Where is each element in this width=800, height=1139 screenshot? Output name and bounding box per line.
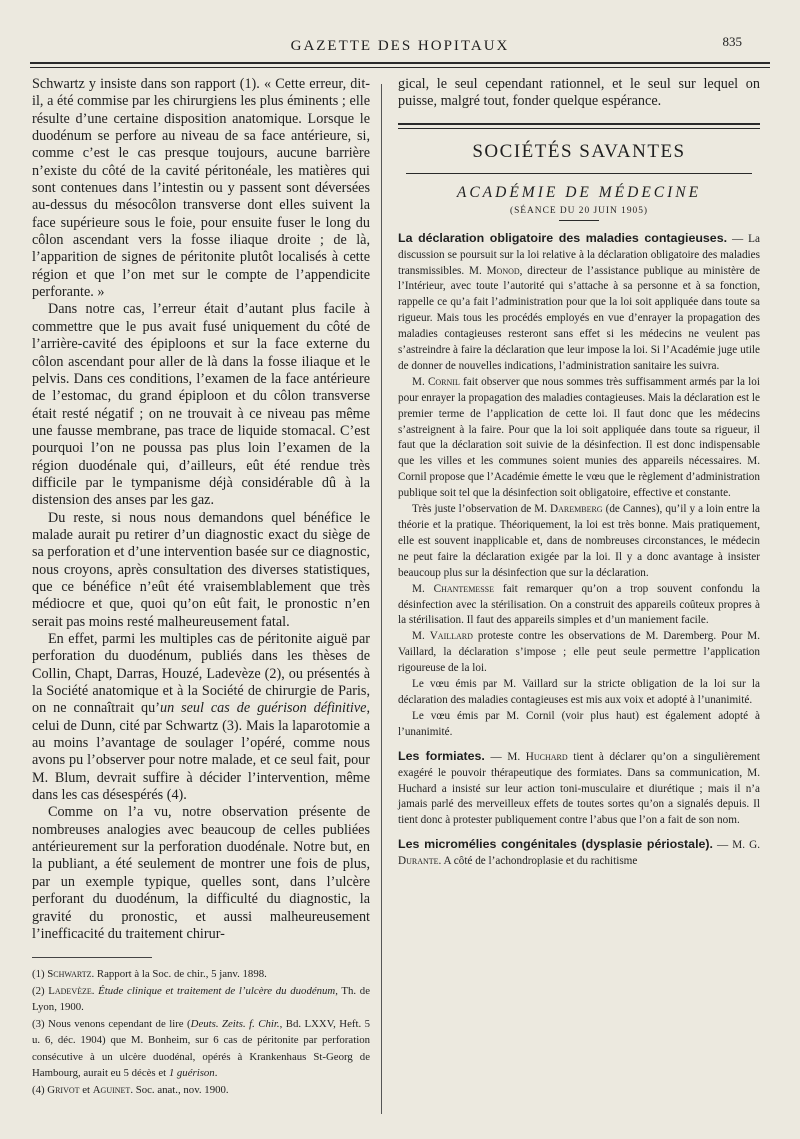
section-rule-thin xyxy=(398,128,760,129)
column-divider xyxy=(381,84,382,1114)
author-name: Monod xyxy=(486,264,520,277)
text-run: (de Cannes), qu’il y a loin entre la théorie et la pratique. Théoriquement, la loi est très bonne. Mais pratiquement, elle est souvent inapplicable et, dans de nombreuses circonstances, le médecin ne peut faire la déclaration exigée par la loi. Il y a donc avantage à insister beaucoup plus sur la désinfection que sur la déclaration. xyxy=(398,503,760,579)
session-date: (SÉANCE DU 20 JUIN 1905) xyxy=(509,205,649,216)
text-run: Dans notre cas, l’erreur était d’autant plus facile à commettre que le pus avait fusé uniquement du côté de l’arrière-cavité des épiploons et sur la face externe du côlon ascendant pour aller de là dans la fosse iliaque et le pelvis. Dans ces conditions, l’examen de la face antérieure de l’estomac, du grand épiploon et du côlon transverse était resté négatif ; on ne trouvait à ce niveau pas même une fausse membrane, pas trace de liquide stomacal. C’est pourquoi l’on ne poussa pas plus loin l’examen de la région duodénale qui, d’ailleurs, eût été rendue très difficile par le tympanisme déjà considérable dû à la distension des anses par les gaz. xyxy=(32,301,370,509)
text-run: gical, le seul cependant rationnel, et le seul sur lequel on puisse, malgré tout, fonder quelque espérance. xyxy=(398,76,760,110)
header-rule-thick xyxy=(30,62,770,64)
author-name: Schwartz xyxy=(47,968,92,981)
footnote-rule xyxy=(32,957,152,958)
text-run: Comme on l’a vu, notre observation présente de nombreuses analogies avec beaucoup de celles publiées antérieurement sur la perforation duodénale. Notre but, en la publiant, a été seulement de montrer une fois de plus, par un exemple typique, quelles sont, dans l’ulcère perforant du duodénum, la difficulté du diagnostic, la gravité du pronostic, et aussi malheureusement l’inefficacité du traitement chirur- xyxy=(32,804,370,942)
author-name: Ladevèze xyxy=(48,984,92,997)
paragraph-conclusion xyxy=(32,804,370,943)
author-name: Durante xyxy=(398,855,439,868)
footnote-1 xyxy=(32,966,370,983)
header-rule-thin xyxy=(30,67,770,68)
paragraph-benefit xyxy=(32,510,370,631)
text-run: fait observer que nous sommes très suffisamment armés par la loi pour enrayer la propagation des maladies contagieuses. Mais la déclaration est le premier terme de l’application de cette loi. Il faut donc que les médecins s’astreignent à la faire. Pour que la loi soit appliquée dans toute sa rigueur, il faut que la déclaration soit suivie de la désinfection. Il est donc indispensable que les villes et les communes soient munies des appareils nécessaires. M. Cornil propose que l’Académie émette le vœu que le règlement d’administration publique soit tel que la désinfection soit obligatoire, effective et constante. xyxy=(398,375,760,500)
academy-title: ACADÉMIE DE MÉDECINE xyxy=(456,183,702,201)
text-run: (4) xyxy=(32,1083,48,1096)
text-run: (3) Nous venons cependant de lire ( xyxy=(32,1017,191,1030)
text-run: tient à déclarer qu’on a singulièrement exagéré le pouvoir thérapeutique des formiates. Dans sa communication, M. Huchard a insisté sur leur action toni-musculaire et diurétique ; mais il n’a jamais parlé des merveilleux effets de toutes sortes qu’on a signalés depuis. Il tient donc à protester publiquement contre l’abus que l’on a fait de son nom. xyxy=(398,750,761,827)
text-run: Le vœu émis par M. Vaillard sur la stricte obligation de la loi sur la déclaration des maladies contagieuses est mis aux voix et adopté à l’unanimité. xyxy=(398,678,760,706)
text-run: , Th. de Lyon, 1900. xyxy=(32,984,370,1014)
running-header: GAZETTE DES HOPITAUX xyxy=(290,38,510,54)
italic-text: Étude clinique et traitement de l’ulcère du duodénum xyxy=(98,984,336,997)
author-name: Vaillard xyxy=(429,630,473,643)
text-run: Très juste l’observation de M. xyxy=(412,503,551,516)
paragraph-continuation xyxy=(398,76,760,111)
report-heading: Les formiates. xyxy=(398,748,485,763)
author-name: Aguinet xyxy=(92,1083,131,1096)
text-run: M. xyxy=(412,375,428,388)
author-name: Cornil xyxy=(427,375,460,388)
section-rule-thick xyxy=(398,123,760,125)
text-run: , celui de Dunn, cité par Schwartz (3). Mais la laparotomie a au moins l’avantage de soulager l’opéré, comme nous avons pu l’observer pour notre malade, et ce seul fait, pour M. Blum, devrait suffire à décider l’intervention, même dans les cas désespérés (4). xyxy=(32,700,370,804)
author-name: Huchard xyxy=(525,750,568,763)
footnote-4 xyxy=(32,1082,370,1099)
text-run: Du reste, si nous nous demandons quel bénéfice le malade aurait pu retirer d’un diagnostic exact du siège de sa perforation et d’une intervention basée sur ce diagnostic, nous croyons, après consultation des diverses statistiques, que ce bénéfice n’eût été vraisemblablement que très médiocre et que, quoi qu’on eût fait, le pronostic n’en serait pas moins resté malheureusement fatal. xyxy=(32,509,370,630)
text-run: — La discussion se poursuit sur la loi relative à la déclaration obligatoire des maladies transmissibles. M. xyxy=(398,232,760,277)
report-formiates xyxy=(398,749,760,830)
text-run: et xyxy=(79,1083,93,1096)
text-run: (1) xyxy=(32,968,48,981)
text-run: , Bd. LXXV, Heft. 5 u. 6, déc. 1904) que M. Bonheim, sur 6 cas de péritonite par perforation consécutive à un ulcère duodénal, opérés à Krankenhaus St-Georg de Hambourg, aurait eu 5 décès et xyxy=(32,1017,371,1080)
short-rule xyxy=(559,220,599,221)
report-declaration xyxy=(398,231,760,375)
page-number: 835 xyxy=(722,34,742,49)
text-run: . A côté de l’achondroplasie et du rachitisme xyxy=(438,855,638,868)
report-vaillard xyxy=(398,629,760,677)
report-cornil xyxy=(398,375,760,502)
left-column xyxy=(32,76,370,1098)
section-title: SOCIÉTÉS SAVANTES xyxy=(472,140,686,162)
right-column xyxy=(398,76,760,870)
text-run: proteste contre les observations de M. Daremberg. Pour M. Vaillard, la déclaration s’impose ; elle peut seule permettre l’application rigoureuse de la loi. xyxy=(398,630,761,675)
text-run: M. xyxy=(412,630,430,643)
paragraph-error-explanation xyxy=(32,301,370,509)
report-heading: Les micromélies congénitales (dysplasie périostale). xyxy=(398,837,713,852)
italic-text: Deuts. Zeits. f. Chir. xyxy=(190,1017,280,1030)
report-daremberg xyxy=(398,502,760,582)
report-micromelies xyxy=(398,837,760,870)
footnote-2 xyxy=(32,983,370,1016)
italic-text: un seul cas de guérison définitive xyxy=(159,700,367,717)
footnote-3 xyxy=(32,1016,370,1082)
author-name: Chantemesse xyxy=(433,582,494,595)
text-run: , directeur de l’assistance publique au ministère de l’Intérieur, avec toute l’autorité qui s’attache à sa personne et à sa fonction, rappelle ce qu’a fait l’administration pour que la loi soit appliquée dans toute sa rigueur. Mais tous les procédés employés en vue d’enrayer la propagation des maladies contagieuses resteront sans effet si les médecins ne veulent pas s’astreindre à faire la déclaration que leur impose la loi. Si l’Académie juge utile de donner de nouvelles indications, l’administration sanitaire les suivra. xyxy=(398,264,761,372)
section-rule xyxy=(406,173,752,174)
report-vote-cornil xyxy=(398,709,760,741)
text-run: . Rapport à la Soc. de chir., 5 janv. 1898. xyxy=(91,968,267,981)
author-name: Daremberg xyxy=(550,503,603,516)
author-name: Grivot xyxy=(47,1083,80,1096)
text-run: M. xyxy=(412,582,434,595)
text-run: — M. xyxy=(484,750,526,763)
text-run: (2) xyxy=(32,984,49,997)
paragraph-schwartz-quote xyxy=(32,76,370,301)
text-run: . xyxy=(91,984,99,997)
paragraph-cases xyxy=(32,631,370,804)
report-heading: La déclaration obligatoire des maladies contagieuses. xyxy=(398,230,728,245)
text-run: Schwartz y insiste dans son rapport (1). « Cette erreur, dit-il, a été commise par les chirurgiens les plus éminents ; elle résulte d’une certaine disposition anatomique. Lorsque le duodénum se perfore au niveau de sa face antérieure, si, comme c’est le cas presque toujours, aucune barrière n’existe du côté de la cavité péritonéale, les matières qui sont contenues dans l’intestin ou y passent sont déversées au-dessus du mésocôlon transverse dont elles suivent la face supérieure sous le foie, pour ensuite fuser le long du côlon ascendant vers la fosse iliaque droite ; de là, l’apparition de signes de péritonite plutôt localisés à cette région et que l’on met sur le compte de l’appendicite perforante. » xyxy=(32,76,370,301)
report-chantemesse xyxy=(398,582,760,630)
text-run: fait remarquer qu’on a trop souvent confondu la désinfection avec la stérilisation. On a construit des appareils coûteux propres à la stérilisation. Il faut des appareils simples et d’un maniement facile. xyxy=(398,582,761,627)
italic-text: 1 guérison xyxy=(168,1067,215,1080)
text-run: . Soc. anat., nov. 1900. xyxy=(130,1083,229,1096)
text-run: . xyxy=(214,1067,218,1080)
report-vote-vaillard xyxy=(398,677,760,709)
text-run: Le vœu émis par M. Cornil (voir plus haut) est également adopté à l’unanimité. xyxy=(398,709,760,738)
text-run: — M. G. xyxy=(712,839,760,852)
text-run: En effet, parmi les multiples cas de péritonite aiguë par perforation du duodénum, publiés dans les thèses de Collin, Chapt, Darras, Houzé, Ladevèze (2), ou présentés à la Société anatomique et à la Société de chirurgie de Paris, on ne connaîtrait qu’ xyxy=(32,631,370,717)
